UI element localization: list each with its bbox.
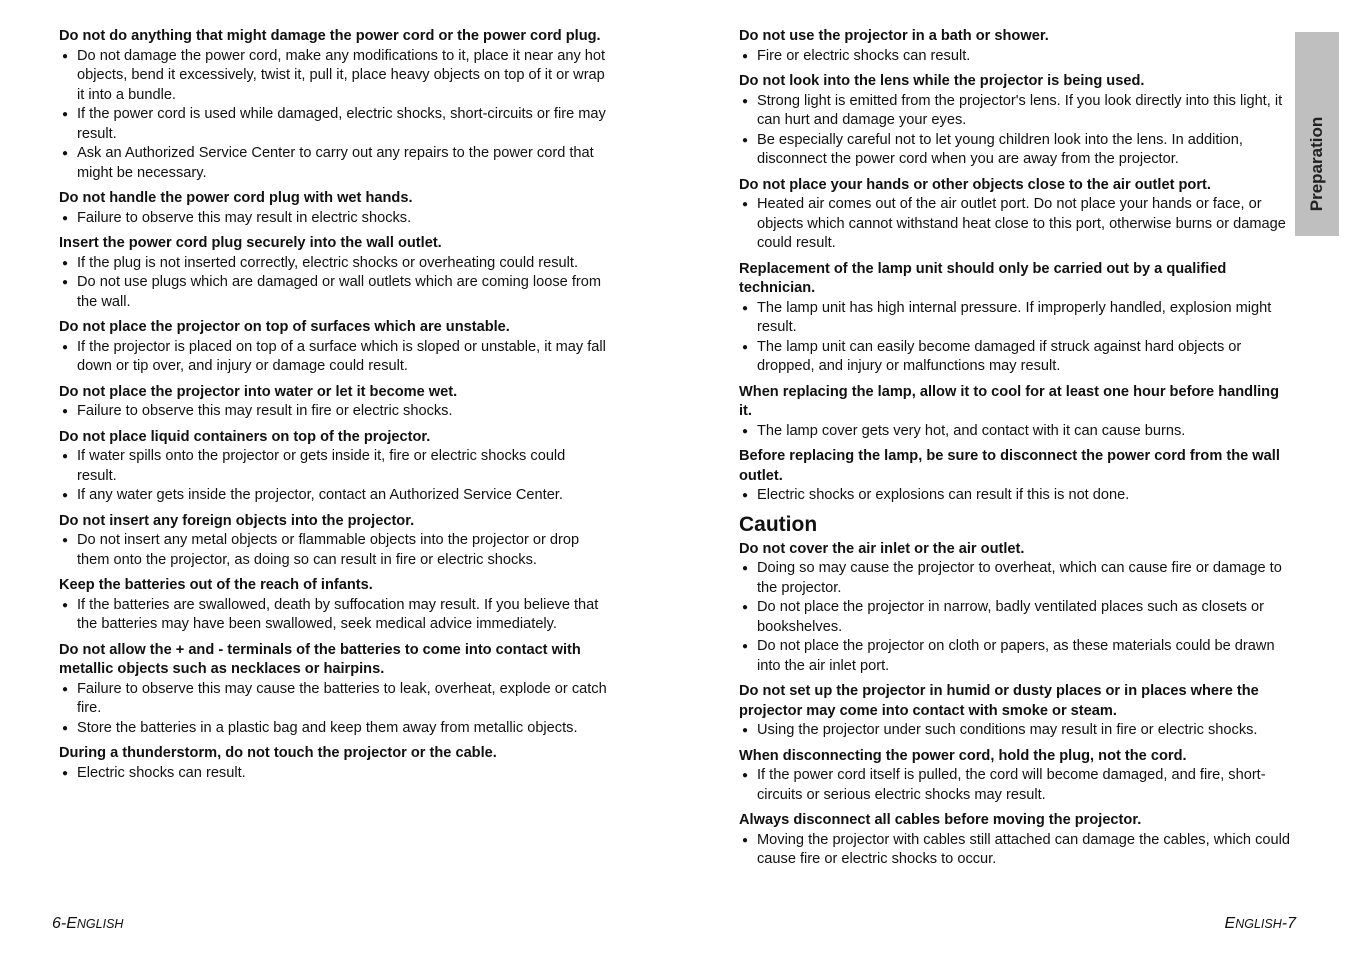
caution-heading: Caution <box>739 512 818 536</box>
section-title: Do not allow the + and - terminals of the batteries to come into contact with metallic objects such as necklaces or hairpins. <box>59 641 581 677</box>
language-rest: NGLISH <box>1235 917 1282 931</box>
warning-section <box>739 682 1291 741</box>
bullet-item: ● The lamp unit can easily become damaged if struck against hard objects or dropped, and injury or malfunctions may result. <box>739 338 1291 377</box>
section-title: Do not place the projector on top of surfaces which are unstable. <box>59 319 510 335</box>
bullet-item: ● Do not use plugs which are damaged or wall outlets which are coming loose from the wall. <box>59 273 607 312</box>
bullet-item: ● Be especially careful not to let young children look into the lens. In addition, disconnect the power cord when you are away from the projector. <box>739 131 1291 170</box>
warning-section <box>739 72 1291 170</box>
bullet-item: ● If the power cord is used while damaged, electric shocks, short-circuits or fire may result. <box>59 105 607 144</box>
bullet-item: ● Store the batteries in a plastic bag and keep them away from metallic objects. <box>59 719 607 739</box>
side-tab-label: Preparation <box>1307 116 1326 212</box>
page-number-left <box>52 915 123 933</box>
left-page-column <box>59 27 607 789</box>
bullet-item: ● Do not place the projector on cloth or papers, as these materials could be drawn into the air inlet port. <box>739 637 1291 676</box>
section-title: When disconnecting the power cord, hold the plug, not the cord. <box>739 747 1187 764</box>
page-number: 6- <box>52 915 67 932</box>
warning-section <box>739 540 1291 677</box>
section-title: Do not place the projector into water or let it become wet. <box>59 383 458 400</box>
warning-section <box>59 383 607 422</box>
section-title: Do not handle the power cord plug with wet hands. <box>59 190 413 206</box>
bullet-item: ● If any water gets inside the projector, contact an Authorized Service Center. <box>59 486 607 506</box>
bullet-item: ● Moving the projector with cables still attached can damage the cables, which could cause fire or electric shocks to occur. <box>739 831 1291 870</box>
section-title: Do not place your hands or other objects close to the air outlet port. <box>739 176 1211 193</box>
bullet-item: ● Failure to observe this may cause the batteries to leak, overheat, explode or catch fire. <box>59 680 607 719</box>
bullet-item: ● Ask an Authorized Service Center to carry out any repairs to the power cord that might be necessary. <box>59 144 607 183</box>
section-side-tab <box>1295 32 1339 236</box>
bullet-item: ● Heated air comes out of the air outlet port. Do not place your hands or face, or objects which cannot withstand heat close to this port, otherwise burns or damage could result. <box>739 195 1291 254</box>
bullet-item: ● Do not place the projector in narrow, badly ventilated places such as closets or bookshelves. <box>739 598 1291 637</box>
bullet-item: ● Failure to observe this may result in fire or electric shocks. <box>59 402 607 422</box>
section-title: Keep the batteries out of the reach of infants. <box>59 577 373 593</box>
section-title: Replacement of the lamp unit should only be carried out by a qualified technician. <box>739 260 1227 296</box>
bullet-item: ● If the projector is placed on top of a surface which is sloped or unstable, it may fall down or tip over, and injury or damage could result. <box>59 338 607 377</box>
section-title: When replacing the lamp, allow it to cool for at least one hour before handling it. <box>739 383 1280 419</box>
warning-section <box>59 744 607 783</box>
warning-section <box>59 512 607 571</box>
warning-section <box>739 383 1291 442</box>
bullet-item: ● If the batteries are swallowed, death by suffocation may result. If you believe that the batteries may have been swallowed, seek medical advice immediately. <box>59 596 607 635</box>
bullet-item: ● Using the projector under such conditions may result in fire or electric shocks. <box>739 721 1291 741</box>
bullet-item: ● If water spills onto the projector or gets inside it, fire or electric shocks could result. <box>59 447 607 486</box>
language-rest: NGLISH <box>76 917 124 931</box>
section-title: Do not set up the projector in humid or dusty places or in places where the projector may come into contact with smoke or steam. <box>739 683 1259 719</box>
language-initial: E <box>66 915 77 932</box>
warning-section <box>739 27 1291 66</box>
bullet-item: ● Doing so may cause the projector to overheat, which can cause fire or damage to the projector. <box>739 559 1291 598</box>
page-number-right <box>1225 915 1296 933</box>
warning-section <box>59 318 607 377</box>
section-title: During a thunderstorm, do not touch the projector or the cable. <box>59 745 497 761</box>
section-title: Do not insert any foreign objects into the projector. <box>59 512 415 529</box>
warning-section <box>59 27 607 183</box>
warning-section <box>59 189 607 228</box>
bullet-item: ● The lamp unit has high internal pressure. If improperly handled, explosion might result. <box>739 299 1291 338</box>
bullet-item: ● The lamp cover gets very hot, and contact with it can cause burns. <box>739 422 1291 442</box>
caution-sections <box>739 540 1291 870</box>
bullet-item: ● Electric shocks can result. <box>59 764 607 784</box>
bullet-item: ● If the power cord itself is pulled, the cord will become damaged, and fire, short-circuits or serious electric shocks may result. <box>739 766 1291 805</box>
section-title: Do not use the projector in a bath or shower. <box>739 28 1049 44</box>
section-title: Before replacing the lamp, be sure to disconnect the power cord from the wall outlet. <box>739 448 1280 484</box>
page-number: -7 <box>1281 915 1296 932</box>
bullet-item: ● Do not insert any metal objects or flammable objects into the projector or drop them onto the projector, as doing so can result in fire or electric shocks. <box>59 531 607 570</box>
bullet-item: ● Fire or electric shocks can result. <box>739 47 1291 67</box>
section-title: Insert the power cord plug securely into the wall outlet. <box>59 235 442 251</box>
right-warnings <box>739 27 1291 506</box>
section-title: Do not look into the lens while the projector is being used. <box>739 73 1145 89</box>
section-title: Always disconnect all cables before moving the projector. <box>739 812 1142 828</box>
bullet-item: ● Do not damage the power cord, make any modifications to it, place it near any hot objects, bend it excessively, twist it, pull it, place heavy objects on top of it or wrap it into a bundle. <box>59 47 607 106</box>
section-title: Do not cover the air inlet or the air outlet. <box>739 540 1025 557</box>
warning-section <box>739 747 1291 806</box>
right-page-column <box>739 27 1291 876</box>
bullet-item: ● Failure to observe this may result in electric shocks. <box>59 209 607 229</box>
warning-section <box>59 641 607 739</box>
warning-section <box>739 447 1291 506</box>
warning-section <box>59 576 607 635</box>
bullet-item: ● Electric shocks or explosions can result if this is not done. <box>739 486 1291 506</box>
warning-section <box>739 811 1291 870</box>
section-title: Do not do anything that might damage the power cord or the power cord plug. <box>59 28 601 44</box>
warning-section <box>739 176 1291 254</box>
warning-section <box>59 234 607 312</box>
warning-section <box>739 260 1291 377</box>
bullet-item: ● Strong light is emitted from the projector's lens. If you look directly into this light, it can hurt and damage your eyes. <box>739 92 1291 131</box>
bullet-item: ● If the plug is not inserted correctly, electric shocks or overheating could result. <box>59 254 607 274</box>
section-title: Do not place liquid containers on top of the projector. <box>59 428 431 445</box>
warning-section <box>59 428 607 506</box>
language-initial: E <box>1224 915 1236 932</box>
